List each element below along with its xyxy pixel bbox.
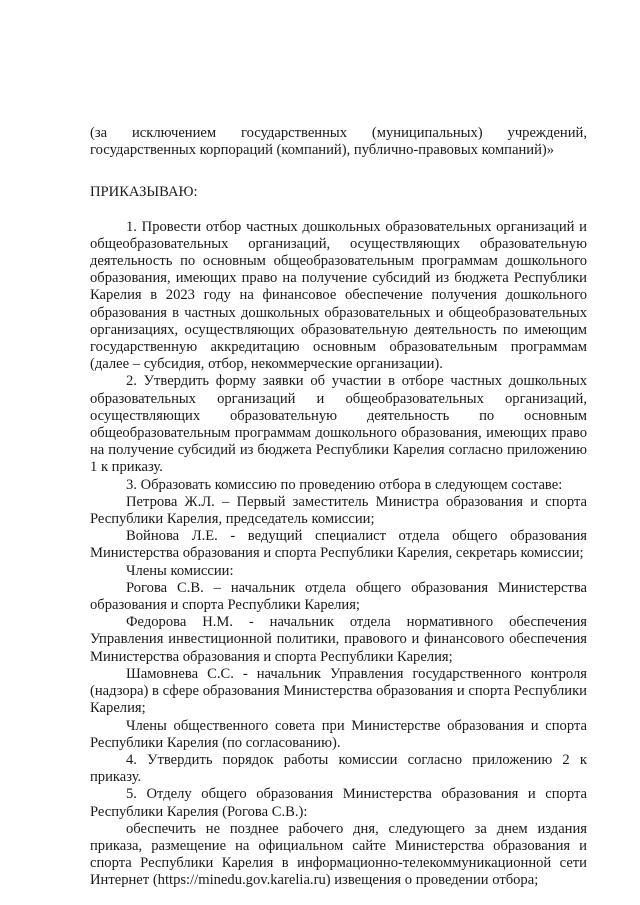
order-heading: ПРИКАЗЫВАЮ:: [90, 184, 198, 201]
paragraph-item-1: 1. Провести отбор частных дошкольных образовательных организаций и общеобразовательных организаций, осуществляющих образовательную деятельность по основным общеобразовательным программам дошкольного образования, имеющих право на получение субсидий из бюджета Республики Карелия в 2023 году на финансовое обеспечение получения дошкольного образования в частных дошкольных образовательных и общеобразовательных организациях, осуществляющих образовательную деятельность по имеющим государственную аккредитацию основным образовательным программам (далее – субсидия, отбор, некоммерческие организации).: [90, 218, 587, 373]
paragraph-item-5-task: обеспечить не позднее рабочего дня, следующего за днем издания приказа, размещение на официальном сайте Министерства образования и спорта Республики Карелия в информационно-телекоммуникационной сети Интернет (https://minedu.gov.karelia.ru) извещения о проведении отбора;: [90, 820, 587, 889]
intro-paragraph: (за исключением государственных (муниципальных) учреждений, государственных корпораций (компаний), публично-правовых компаний)»: [90, 125, 587, 159]
paragraph-member-fedorova: Федорова Н.М. - начальник отдела нормативного обеспечения Управления инвестиционной политики, правового и финансового обеспечения Министерства образования и спорта Республики Карелия;: [90, 614, 587, 665]
document-body: [90, 125, 587, 890]
paragraph-item-4: 4. Утвердить порядок работы комиссии согласно приложению 2 к приказу.: [90, 751, 587, 786]
paragraph-member-public-council: Члены общественного совета при Министерстве образования и спорта Республики Карелия (по согласованию).: [90, 717, 587, 751]
paragraph-list: [90, 219, 587, 890]
paragraph-item-5: 5. Отделу общего образования Министерства образования и спорта Республики Карелия (Рогова С.В.):: [90, 786, 587, 820]
paragraph-item-3: 3. Образовать комиссию по проведению отбора в следующем составе:: [126, 476, 563, 493]
paragraph-member-shamovneva: Шамовнева С.С. - начальник Управления государственного контроля (надзора) в сфере образования Министерства образования и спорта Республики Карелия;: [90, 665, 587, 717]
paragraph-member-rogova: Рогова С.В. – начальник отдела общего образования Министерства образования и спорта Республики Карелия;: [90, 579, 587, 614]
paragraph-members-heading: Члены комиссии:: [126, 562, 234, 579]
paragraph-member-chair: Петрова Ж.Л. – Первый заместитель Министра образования и спорта Республики Карелия, председатель комиссии;: [90, 493, 587, 528]
paragraph-item-2: 2. Утвердить форму заявки об участии в отборе частных дошкольных образовательных организаций и общеобразовательных организаций, осуществляющих образовательную деятельность по основным общеобразовательным программам дошкольного образования, имеющих право на получение субсидий из бюджета Республики Карелия согласно приложению 1 к приказу.: [90, 373, 587, 476]
paragraph-member-secretary: Войнова Л.Е. - ведущий специалист отдела общего образования Министерства образования и спорта Республики Карелия, секретарь комиссии;: [90, 528, 587, 562]
